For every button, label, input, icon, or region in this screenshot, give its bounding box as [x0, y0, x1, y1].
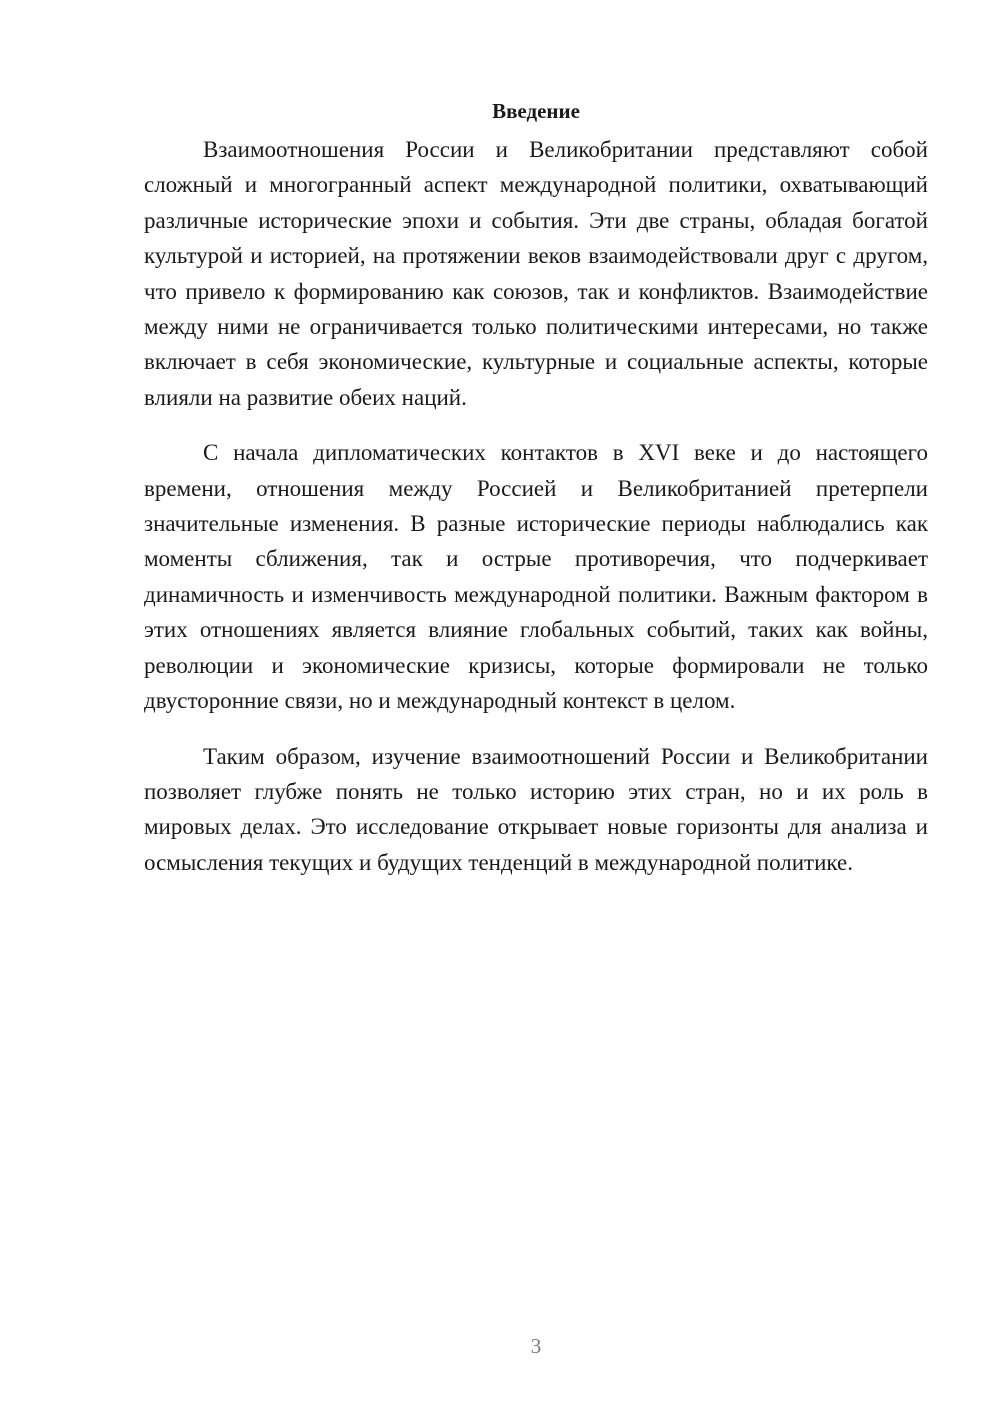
paragraph-3: Таким образом, изучение взаимоотношений России и Великобритании позволяет глубже понять не только историю этих стран, но и их роль в мировых делах. Это исследование открывает новые горизонты для анализа и осмысления текущих и будущих тенденций в международной политике.	[144, 743, 928, 875]
paragraph-2: С начала дипломатических контактов в XVI веке и до настоящего времени, отношения между Россией и Великобританией претерпели значительные изменения. В разные исторические периоды наблюдались как моменты сближения, так и острые противоречия, что подчеркивает динамичность и изменчивость международной политики. Важным фактором в этих отношениях является влияние глобальных событий, таких как войны, революции и экономические кризисы, которые формировали не только двусторонние связи, но и международный контекст в целом.	[144, 440, 928, 714]
page-content	[144, 96, 928, 900]
page-number: 3	[530, 1334, 542, 1358]
paragraph-1: Взаимоотношения России и Великобритании представляют собой сложный и многогранный аспект международной политики, охватывающий различные исторические эпохи и события. Эти две страны, обладая богатой культурой и историей, на протяжении веков взаимодействовали друг с другом, что привело к формированию как союзов, так и конфликтов. Взаимодействие между ними не ограничивается только политическими интересами, но также включает в себя экономические, культурные и социальные аспекты, которые влияли на развитие обеих наций.	[144, 137, 928, 410]
section-heading: Введение	[492, 99, 580, 123]
